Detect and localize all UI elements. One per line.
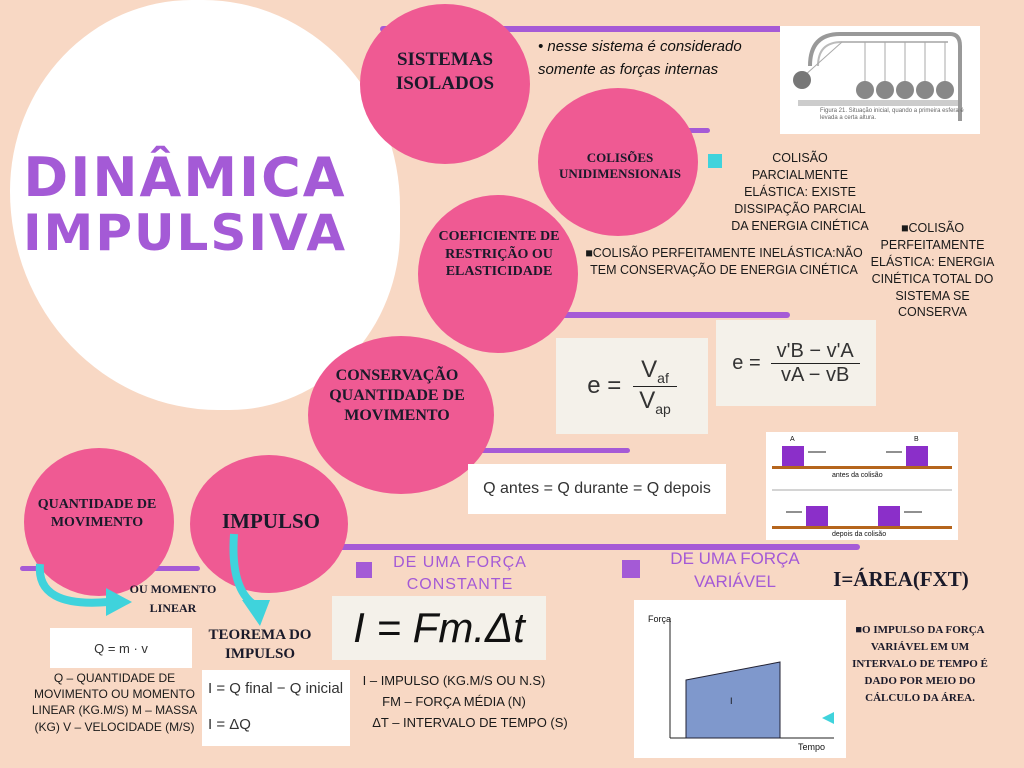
force-graph <box>634 600 846 758</box>
formula-e1-den-sub: ap <box>655 400 671 417</box>
formula-e1-num-sub: af <box>657 369 669 386</box>
formula-e1-den: V <box>639 386 656 414</box>
colisao-parcial-note: COLISÃO PARCIALMENTE ELÁSTICA: EXISTE DISSIPAÇÃO PARCIAL DA ENERGIA CINÉTICA <box>731 151 869 233</box>
purple-square-2 <box>622 560 640 578</box>
formula-q-conservation-text: Q antes = Q durante = Q depois <box>483 480 711 497</box>
title-line-2: IMPULSIVA <box>22 203 348 262</box>
formula-e2-den: vA − vB <box>780 363 850 386</box>
collision-label-b: B <box>914 436 919 443</box>
forca-variavel-label: DE UMA FORÇA VARIÁVEL <box>670 549 800 591</box>
bubble-impulso-label: IMPULSO <box>221 509 320 533</box>
formula-teorema-1: I = Q final − Q inicial <box>208 680 344 697</box>
colisao-perfeita-note: ■COLISÃO PERFEITAMENTE ELÁSTICA: ENERGIA CINÉTICA TOTAL DO SISTEMA SE CONSERVA <box>870 221 995 320</box>
sistemas-note: • nesse sistema é considerado somente as forças internas <box>538 38 742 78</box>
force-graph-ylabel: Força <box>648 614 672 624</box>
page-title <box>0 146 370 262</box>
cyan-square <box>708 154 722 168</box>
impulso-variavel-note: ■O IMPULSO DA FORÇA VARIÁVEL EM UM INTERVALO DE TEMPO É DADO POR MEIO DO CÁLCULO DA ÁREA. <box>852 624 988 705</box>
bubble-colisoes-label: COLISÕES UNIDIMENSIONAIS <box>558 150 682 182</box>
collision-figure <box>766 432 958 540</box>
formula-e1-lhs: e = <box>587 372 622 399</box>
impulse-legend-2: FM – FORÇA MÉDIA (N) <box>382 694 526 709</box>
curved-arrow-down <box>220 530 280 630</box>
q-legend: Q – QUANTIDADE DE MOVIMENTO OU MOMENTO LINEAR (KG.M/S) M – MASSA (KG) V – VELOCIDADE (M/S) <box>31 671 198 734</box>
purple-square-1 <box>356 562 372 578</box>
formula-e2-fraction <box>771 340 860 387</box>
collision-drawing <box>766 432 958 540</box>
force-graph-area-label: I <box>730 696 733 706</box>
formula-teorema-2: I = ΔQ <box>208 716 251 733</box>
formula-e2-lhs: e = <box>732 351 761 374</box>
formula-impulse-constant <box>332 596 546 660</box>
bubble-coeficiente-label: COEFICIENTE DE RESTRIÇÃO OU ELASTICIDADE <box>438 229 560 279</box>
bubble-quantidade-label: QUANTIDADE DE MOVIMENTO <box>37 497 157 530</box>
collision-label-a: A <box>790 436 795 443</box>
formula-e2-num: v'B − v'A <box>776 339 854 362</box>
newton-cradle-figure <box>780 26 980 134</box>
figure-caption: Figura 21. Situação inicial, quando a primeira esfera é levada a certa altura. <box>820 108 964 122</box>
bubble-conservacao-label: CONSERVAÇÃO QUANTIDADE DE MOVIMENTO <box>329 367 465 424</box>
formula-e-1 <box>556 338 708 434</box>
collision-label-before: antes da colisão <box>832 472 883 479</box>
formula-teorema <box>202 670 350 746</box>
formula-e1-fraction <box>633 356 677 417</box>
formula-q-conservation <box>468 464 726 514</box>
formula-q-def <box>50 628 192 668</box>
forca-constante-label: DE UMA FORÇA CONSTANTE <box>393 554 527 594</box>
bubble-sistemas-label: SISTEMAS ISOLADOS <box>395 49 495 94</box>
formula-e1-num: V <box>641 355 658 383</box>
title-line-1: DINÂMICA <box>23 146 347 209</box>
teorema-label: TEOREMA DO IMPULSO <box>208 627 312 662</box>
formula-e-2 <box>716 320 876 406</box>
formula-impulse-text: I = Fm.Δt <box>353 604 525 651</box>
colisao-inelastica-note: ■COLISÃO PERFEITAMENTE INELÁSTICA:NÃO TEM CONSERVAÇÃO DE ENERGIA CINÉTICA <box>585 246 863 277</box>
formula-q-def-text: Q = m · v <box>94 640 148 656</box>
force-graph-xlabel: Tempo <box>798 742 826 752</box>
impulse-legend-1: I – IMPULSO (KG.M/S OU N.S) <box>362 673 546 688</box>
area-formula: I=ÁREA(FXT) <box>833 567 969 591</box>
collision-label-after: depois da colisão <box>832 531 887 538</box>
ou-momento-label: OU MOMENTO LINEAR <box>129 582 217 616</box>
impulse-legend-3: ΔT – INTERVALO DE TEMPO (S) <box>372 715 568 730</box>
